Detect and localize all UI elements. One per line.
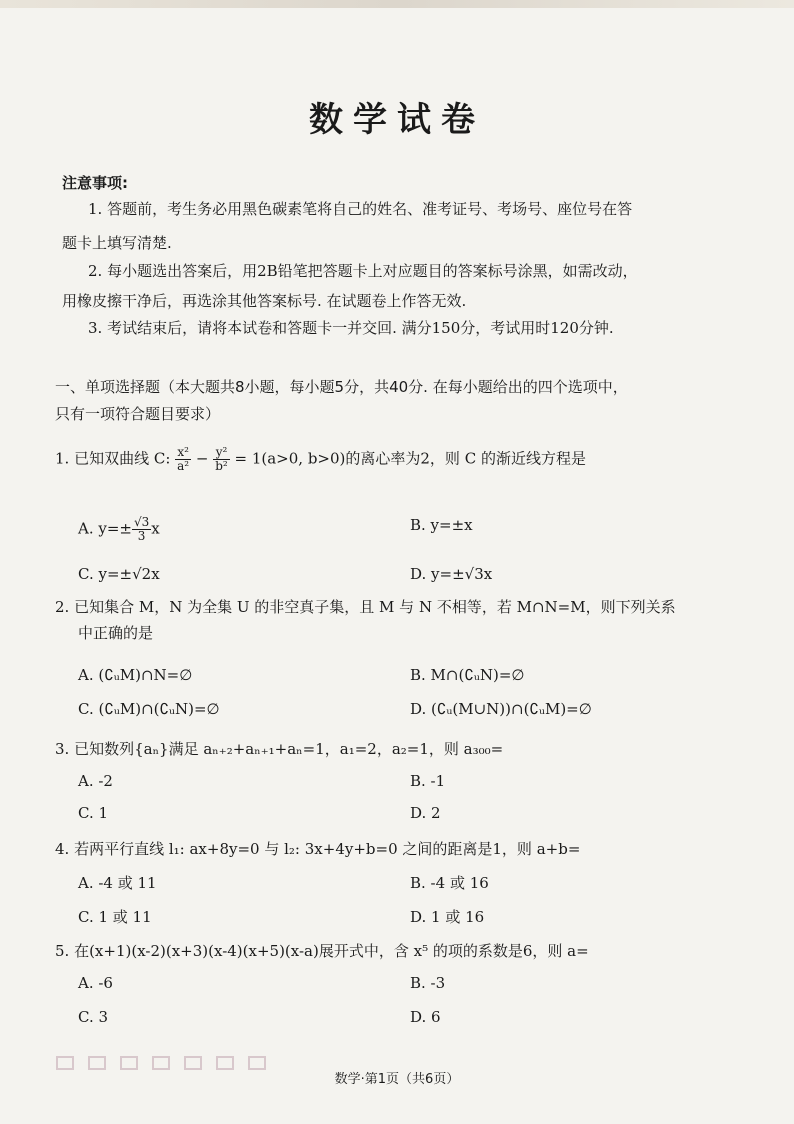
q3-option-d[interactable]: D. 2 bbox=[410, 804, 441, 822]
q1-option-a-label: A. y=± bbox=[78, 519, 132, 538]
q1-option-a-x: x bbox=[151, 519, 160, 538]
fraction-x2-a2: $\frac{\text{x²}}{\text{a²}}$ bbox=[177, 445, 190, 473]
question-1-stem-pre: 1. 已知双曲线 C: bbox=[55, 449, 176, 468]
q2-option-d[interactable]: D. (∁ᵤ(M∪N))∩(∁ᵤM)=∅ bbox=[410, 700, 592, 718]
q1-option-b[interactable]: B. y=±x bbox=[410, 516, 473, 534]
q4-option-d[interactable]: D. 1 或 16 bbox=[410, 908, 485, 926]
section-1-heading-line2: 只有一项符合题目要求） bbox=[55, 405, 221, 423]
section-1-heading: 一、单项选择题（本大题共8小题，每小题5分，共40分. 在每小题给出的四个选项中， bbox=[55, 378, 628, 396]
q5-option-c[interactable]: C. 3 bbox=[78, 1008, 109, 1026]
q1-option-a[interactable] bbox=[78, 516, 160, 543]
page-footer: 数学·第1页（共6页） bbox=[334, 1072, 460, 1087]
page-title: 数学试卷 bbox=[309, 100, 485, 140]
q1-option-c[interactable]: C. y=±√2x bbox=[78, 565, 160, 583]
q1-option-d[interactable]: D. y=±√3x bbox=[410, 565, 493, 583]
question-5: 5. 在(x+1)(x-2)(x+3)(x-4)(x+5)(x-a)展开式中，含 x⁵ 的项的系数是6，则 a= bbox=[55, 942, 589, 960]
q3-option-b[interactable]: B. -1 bbox=[410, 772, 446, 790]
notice-item-1b: 题卡上填写清楚. bbox=[62, 234, 172, 252]
q5-option-b[interactable]: B. -3 bbox=[410, 974, 446, 992]
q4-option-b[interactable]: B. -4 或 16 bbox=[410, 874, 489, 892]
question-1-stem-post: = 1(a>0, b>0)的离心率为2，则 C 的渐近线方程是 bbox=[229, 449, 586, 468]
notice-item-2a: 2. 每小题选出答案后，用2B铅笔把答题卡上对应题目的答案标号涂黑，如需改动， bbox=[88, 262, 638, 280]
notice-item-2b: 用橡皮擦干净后，再选涂其他答案标号. 在试题卷上作答无效. bbox=[62, 292, 467, 310]
q3-option-c[interactable]: C. 1 bbox=[78, 804, 109, 822]
q2-option-a[interactable]: A. (∁ᵤM)∩N=∅ bbox=[78, 666, 193, 684]
fraction-sqrt3-3: $\frac{√3}{3}$ bbox=[133, 515, 150, 543]
question-2-line2: 中正确的是 bbox=[78, 624, 154, 642]
q4-option-a[interactable]: A. -4 或 11 bbox=[78, 874, 157, 892]
q4-option-c[interactable]: C. 1 或 11 bbox=[78, 908, 152, 926]
notice-item-1a: 1. 答题前，考生务必用黑色碳素笔将自己的姓名、准考证号、考场号、座位号在答 bbox=[88, 200, 633, 218]
top-strip bbox=[0, 0, 794, 8]
q5-option-d[interactable]: D. 6 bbox=[410, 1008, 441, 1026]
notice-heading: 注意事项: bbox=[62, 174, 128, 192]
q5-option-a[interactable]: A. -6 bbox=[78, 974, 113, 992]
footer-marks bbox=[56, 1056, 356, 1068]
question-3: 3. 已知数列{aₙ}满足 aₙ₊₂+aₙ₊₁+aₙ=1，a₁=2，a₂=1，则 a₃₀₀= bbox=[55, 740, 504, 758]
q2-option-c[interactable]: C. (∁ᵤM)∩(∁ᵤN)=∅ bbox=[78, 700, 220, 718]
question-2-line1: 2. 已知集合 M，N 为全集 U 的非空真子集，且 M 与 N 不相等，若 M∩N=M，则下列关系 bbox=[55, 598, 676, 616]
q2-option-b[interactable]: B. M∩(∁ᵤN)=∅ bbox=[410, 666, 525, 684]
question-1: 1. 已知双曲线 C: $\frac{\text{x²}}{\text{a²}}$ − $\frac{\text{y²}}{\text{b²}}$ = 1(a>0, b>0)的离心率为2，则 C 的渐近线方程是 bbox=[55, 445, 586, 473]
question-4: 4. 若两平行直线 l₁: ax+8y=0 与 l₂: 3x+4y+b=0 之间的距离是1，则 a+b= bbox=[55, 840, 581, 858]
fraction-y2-b2: $\frac{\text{y²}}{\text{b²}}$ bbox=[215, 445, 228, 473]
q3-option-a[interactable]: A. -2 bbox=[78, 772, 113, 790]
notice-item-3: 3. 考试结束后，请将本试卷和答题卡一并交回. 满分150分，考试用时120分钟. bbox=[88, 319, 614, 337]
